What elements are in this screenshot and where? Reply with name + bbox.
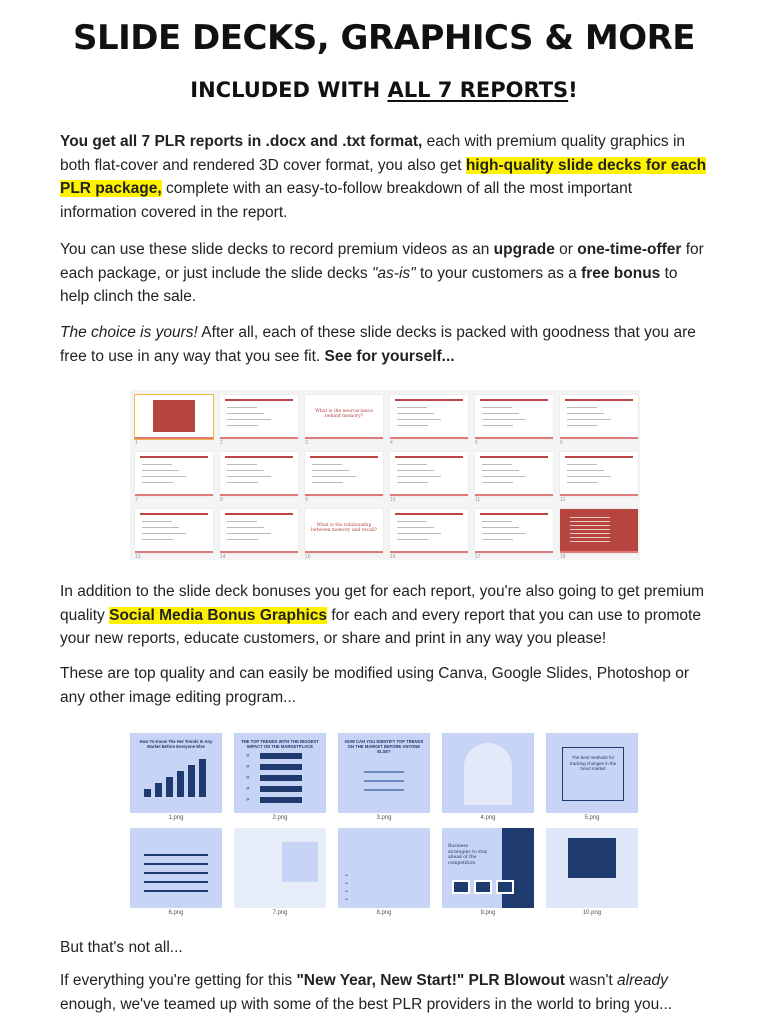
slide-bullet-line [567,464,597,465]
slide-bullet-line [397,470,434,471]
slide-title-line [140,456,208,458]
slide-bullet-line [482,470,519,471]
page-subtitle [0,78,768,102]
social-graphic [546,828,638,908]
social-graphic-label: 1.png [168,815,184,821]
paragraph-not-all [60,936,710,960]
slide-number: 10 [390,497,396,503]
list-line [144,854,208,856]
slide-bullet-line [142,482,173,483]
slide-bullet-line [482,413,519,414]
slide-thumbnail [135,452,213,503]
p7-plr-blowout: PLR Blowout [464,972,565,989]
social-graphic-title: THE TOP TRENDS WITH THE BIGGEST IMPACT ON THE MARKETPLACE [241,739,319,749]
slide-number: 2 [220,440,223,446]
p4-text-2: for each and every report that you can use to promote your new reports, educate customers, or share and print in any way you please! [60,606,701,647]
slide-thumbnail [390,452,468,503]
slide-bullet-line [482,527,519,528]
slide-title-line [225,456,293,458]
slide-bullet-line [482,482,513,483]
chevron-down-icon: ⌄ [344,896,350,902]
slide-title-line [140,513,208,515]
social-graphics-preview [130,733,640,918]
list-line [144,872,208,874]
slide-bullet-line [227,539,258,540]
p2-text-5: to help clinch the sale. [60,264,678,305]
chart-bar [199,759,206,797]
chevron-icon: » [246,764,250,770]
paragraph-blowout [60,969,710,1016]
slide-number: 5 [475,440,478,446]
social-graphic-label: 2.png [272,815,288,821]
chart-bar [188,765,195,797]
p7-text-1: If everything you're getting for this [60,972,297,989]
social-graphic-title: HOW CAN YOU IDENTIFY TOP TRENDS ON THE MARKET BEFORE ANYONE ELSE? [344,739,424,754]
slide-thumbnail [475,452,553,503]
monitor-shape [568,838,616,878]
p7-already: already [617,972,668,989]
slide-thumbnail [220,395,298,446]
chevron-down-icon: ⌄ [344,872,350,878]
slide-title: What is the neuroscience behind memory? [315,409,373,419]
p1-highlight: high-quality slide decks for each PLR package, [60,156,707,197]
slide-title-line [565,399,633,401]
list-bar [260,797,302,803]
paragraph-social [60,580,710,651]
list-bar [260,786,302,792]
slide-bullet-line [142,470,179,471]
social-graphic [442,828,534,908]
chevron-icon: » [246,753,250,759]
p2-text-3: for each package, or just include the slide decks [60,241,704,282]
slide-bullet-line [567,407,597,408]
social-graphic-label: 4.png [480,815,496,821]
slide-bullet-line [482,521,512,522]
p7-text-3: wasn't [564,972,618,989]
slide-number: 15 [305,554,311,560]
slide-bullet-line [482,419,526,420]
list-bar [260,775,302,781]
slide-cover-image [153,400,195,432]
slide-bullet-line [227,470,264,471]
slide-bullet-line [227,533,271,534]
slide-thumbnail [305,452,383,503]
social-graphic-label: 7.png [272,910,288,916]
slide-thumbnail [475,395,553,446]
photo-frame [452,880,470,894]
slide-thumbnail [220,452,298,503]
photo-frame [496,880,514,894]
chevron-icon: » [246,775,250,781]
slide-bullet-line [482,476,526,477]
bullet-line [364,780,404,782]
slide-bullet-line [397,527,434,528]
side-panel [502,828,534,908]
slide-deck-preview [130,390,640,560]
social-graphic [234,733,326,813]
bullet-line [364,771,404,773]
slide-thumbnail [305,509,383,560]
slide-bullet-line [397,533,441,534]
slide-bullet-line [227,464,257,465]
slide-bullet-line [142,527,179,528]
p1-text: each with premium quality graphics in both flat-cover and rendered 3D cover format, you also get [60,133,686,174]
slide-title-line [225,513,293,515]
p2-text-1: You can use these slide decks to record premium videos as an [60,241,494,258]
slide-bullet-line [142,539,173,540]
slide-bullet-line [397,482,428,483]
slide-number: 12 [560,497,566,503]
slide-bullet-line [312,482,343,483]
slide-bullet-line [397,476,441,477]
slide-bullet-line [227,419,271,420]
slide-number: 18 [560,554,566,560]
slide-bullet-line [567,425,598,426]
slide-thumbnail [390,509,468,560]
slide-text-line [570,525,610,526]
social-graphic-title: The best methods for tracking changes in the trend market [569,755,617,771]
slide-bullet-line [312,464,342,465]
slide-number: 9 [305,497,308,503]
slide-bullet-line [142,464,172,465]
p7-new-year: "New Year, New Start!" [296,972,465,989]
social-graphic-label: 3.png [376,815,392,821]
slide-title-line [480,513,548,515]
slide-thumbnail [560,509,638,560]
chevron-down-icon: ⌄ [344,880,350,886]
slide-bullet-line [482,533,526,534]
social-graphic-title: Business strategies to stay ahead of the competition [448,844,488,866]
slide-title-line [395,399,463,401]
slide-text-line [570,537,610,538]
social-graphic-label: 6.png [168,910,184,916]
slide-bullet-line [567,470,604,471]
social-graphic [130,828,222,908]
chart-bar [177,771,184,797]
p2-as-is: "as-is" [371,264,416,282]
slide-bullet-line [397,425,428,426]
p7-text-4: enough, we've teamed up with some of the best PLR providers in the world to bring you... [60,995,673,1013]
slide-title: What is the relationship between memory and recall? [310,523,378,533]
slide-bullet-line [567,482,598,483]
chevron-icon: » [246,797,250,803]
slide-bullet-line [482,425,513,426]
slide-title-line [395,456,463,458]
slide-bullet-line [227,476,271,477]
slide-text-line [570,521,610,522]
chevron-icon: » [246,786,250,792]
list-bar [260,753,302,759]
slide-bullet-line [227,425,258,426]
slide-text-line [570,541,610,542]
slide-bullet-line [227,413,264,414]
slide-number: 14 [220,554,226,560]
slide-bullet-line [482,539,513,540]
slide-title-line [310,456,378,458]
slide-bullet-line [227,482,258,483]
arch-shape [464,743,512,805]
slide-bullet-line [567,413,604,414]
p2-upgrade: upgrade [493,241,555,258]
p3-see: See for yourself... [324,347,455,365]
slide-bullet-line [397,419,441,420]
slide-text-line [570,533,610,534]
slide-bullet-line [567,476,611,477]
slide-bullet-line [142,533,186,534]
p5-text: These are top quality and can easily be modified using Canva, Google Slides, Photoshop or any other image editing program... [60,665,689,706]
list-line [144,863,208,865]
p3-text: After all, each of these slide decks is packed with goodness that you are free to use in any way that you see fit. [60,324,696,365]
photo-frame [474,880,492,894]
subtitle-prefix: INCLUDED WITH [190,78,388,102]
list-bar [260,764,302,770]
slide-text-line [570,529,610,530]
subtitle-suffix: ! [568,78,578,102]
slide-number: 13 [135,554,141,560]
text-block [282,842,318,882]
slide-thumbnail [135,395,213,446]
chart-bar [155,783,162,797]
slide-bullet-line [227,521,257,522]
chevron-down-icon: ⌄ [344,888,350,894]
social-graphic-label: 5.png [584,815,600,821]
slide-number: 1 [135,440,138,446]
slide-number: 7 [135,497,138,503]
slide-thumbnail [220,509,298,560]
slide-number: 3 [305,440,308,446]
social-graphic [130,733,222,813]
social-graphic [338,733,430,813]
slide-text-line [570,517,610,518]
slide-bullet-line [567,419,611,420]
slide-bullet-line [482,464,512,465]
slide-title-line [395,513,463,515]
social-graphic-title: How To Know The Hot Trends In Any Market Before Everyone Else [139,739,213,749]
p1-text-2: complete with an easy-to-follow breakdown of all the most important information covered in the report. [60,180,633,221]
slide-bullet-line [397,521,427,522]
slide-thumbnail [560,452,638,503]
subtitle-underlined: ALL 7 REPORTS [387,78,569,102]
slide-number: 11 [475,497,481,503]
slide-number: 6 [560,440,563,446]
slide-bullet-line [312,476,356,477]
slide-title-line [225,399,293,401]
list-line [144,890,208,892]
slide-bullet-line [142,521,172,522]
slide-bullet-line [397,413,434,414]
social-graphic [546,733,638,813]
page-title: SLIDE DECKS, GRAPHICS & MORE [72,18,696,58]
slide-number: 16 [390,554,396,560]
list-line [144,881,208,883]
bullet-line [364,789,404,791]
frame-shape [562,747,624,801]
slide-thumbnail [560,395,638,446]
paragraph-editing [60,662,710,709]
slide-thumbnail [305,395,383,446]
social-graphic [234,828,326,908]
slide-number: 8 [220,497,223,503]
slide-bullet-line [397,539,428,540]
paragraph-uses [60,238,710,309]
slide-bullet-line [227,527,264,528]
p1-bold: You get all 7 PLR reports in .docx and .txt format, [60,133,423,150]
paragraph-formats [60,130,710,224]
p4-highlight: Social Media Bonus Graphics [109,606,328,624]
p2-text-2: or [554,241,578,258]
paragraph-choice [60,321,710,368]
slide-number: 4 [390,440,393,446]
chart-bar [144,789,151,797]
slide-bullet-line [397,464,427,465]
social-graphic-label: 9.png [480,910,496,916]
slide-bullet-line [397,407,427,408]
slide-title-line [565,456,633,458]
p6-text: But that's not all... [60,939,183,956]
slide-thumbnail [390,395,468,446]
p3-choice: The choice is yours! [60,324,198,341]
slide-title-line [480,399,548,401]
social-graphic [338,828,430,908]
p2-text-4: to your customers as a [415,264,582,282]
p2-oto: one-time-offer [577,241,682,258]
slide-thumbnail [135,509,213,560]
slide-thumbnail [475,509,553,560]
social-graphic-label: 10.png [582,910,602,916]
slide-bullet-line [227,407,257,408]
social-graphic-label: 8.png [376,910,392,916]
slide-bullet-line [482,407,512,408]
p2-free-bonus: free bonus [581,264,661,282]
slide-number: 17 [475,554,481,560]
p4-text-1: In addition to the slide deck bonuses you get for each report, you're also going to get premium quality [60,583,705,624]
social-graphic [442,733,534,813]
chart-bar [166,777,173,797]
slide-bullet-line [142,476,186,477]
slide-title-line [480,456,548,458]
slide-bullet-line [312,470,349,471]
